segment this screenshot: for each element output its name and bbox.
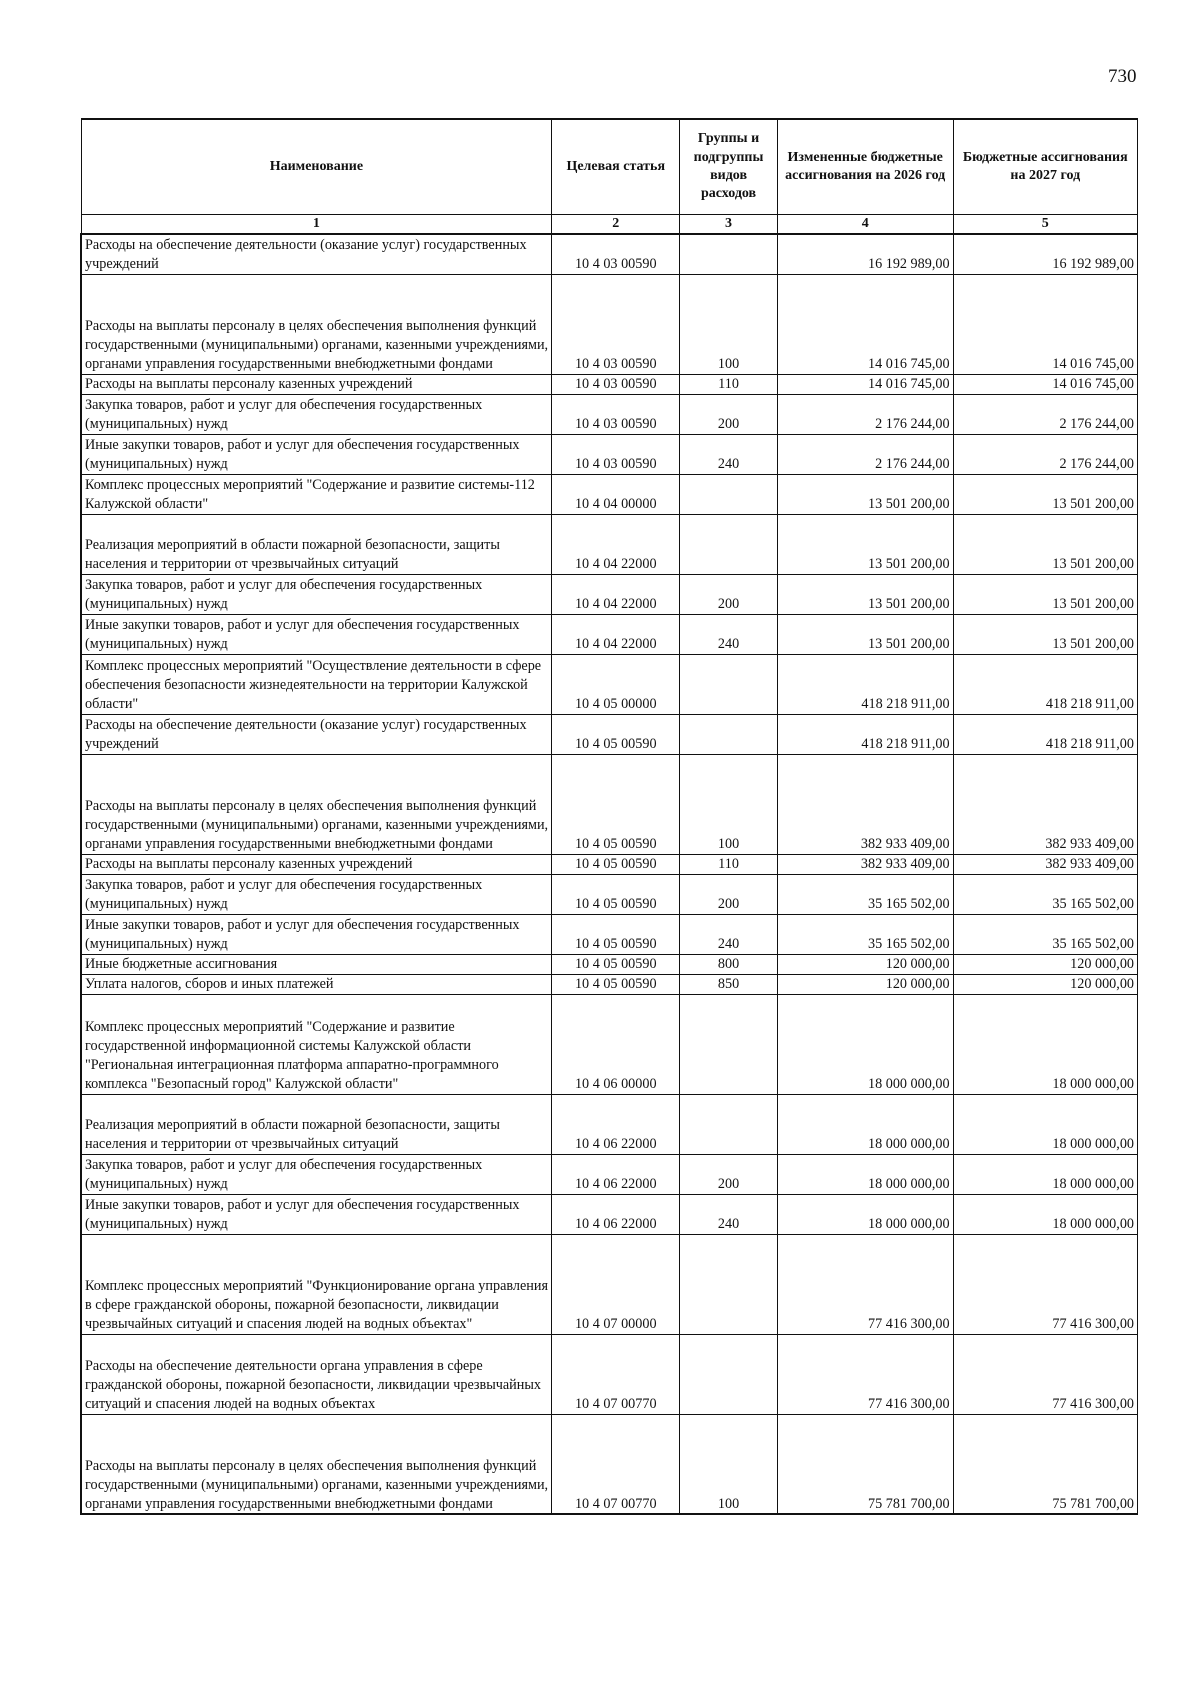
row-amount-2026: 35 165 502,00 xyxy=(777,874,953,914)
row-target-code: 10 4 07 00770 xyxy=(552,1414,680,1514)
row-amount-2026: 2 176 244,00 xyxy=(777,434,953,474)
row-amount-2026: 18 000 000,00 xyxy=(777,1154,953,1194)
table-row xyxy=(81,1154,1138,1194)
row-amount-2027: 14 016 745,00 xyxy=(953,274,1137,374)
header-changed-2026: Измененные бюджетные ассигнования на 2026 год xyxy=(777,119,953,215)
row-target-code: 10 4 03 00590 xyxy=(552,374,680,394)
row-amount-2027: 382 933 409,00 xyxy=(953,854,1137,874)
row-group-code: 850 xyxy=(680,974,778,994)
row-group-code: 200 xyxy=(680,1154,778,1194)
row-amount-2027: 13 501 200,00 xyxy=(953,514,1137,574)
row-amount-2027: 35 165 502,00 xyxy=(953,914,1137,954)
row-group-code: 110 xyxy=(680,854,778,874)
row-target-code: 10 4 06 22000 xyxy=(552,1094,680,1154)
table-row xyxy=(81,394,1138,434)
row-amount-2027: 418 218 911,00 xyxy=(953,654,1137,714)
row-amount-2027: 18 000 000,00 xyxy=(953,1094,1137,1154)
row-target-code: 10 4 04 22000 xyxy=(552,514,680,574)
row-name: Расходы на выплаты персоналу в целях обеспечения выполнения функций государственными (муниципальными) органами, казенными учреждениями, органами управления государственными внебюджетными фондами xyxy=(81,754,552,854)
row-group-code: 200 xyxy=(680,874,778,914)
row-amount-2026: 14 016 745,00 xyxy=(777,374,953,394)
row-group-code: 240 xyxy=(680,1194,778,1234)
row-group-code: 110 xyxy=(680,374,778,394)
row-name: Комплекс процессных мероприятий "Осуществление деятельности в сфере обеспечения безопасности жизнедеятельности на территории Калужской области" xyxy=(81,654,552,714)
row-amount-2026: 2 176 244,00 xyxy=(777,394,953,434)
row-name: Комплекс процессных мероприятий "Содержание и развитие государственной информационной системы Калужской области "Региональная интеграционная платформа аппаратно-программного комплекса "Безопасный город" Калужской области" xyxy=(81,994,552,1094)
header-name: Наименование xyxy=(81,119,552,215)
row-name: Расходы на выплаты персоналу в целях обеспечения выполнения функций государственными (муниципальными) органами, казенными учреждениями, органами управления государственными внебюджетными фондами xyxy=(81,274,552,374)
row-amount-2027: 35 165 502,00 xyxy=(953,874,1137,914)
row-amount-2027: 18 000 000,00 xyxy=(953,1194,1137,1234)
row-name: Уплата налогов, сборов и иных платежей xyxy=(81,974,552,994)
row-name: Иные бюджетные ассигнования xyxy=(81,954,552,974)
row-name: Расходы на обеспечение деятельности органа управления в сфере гражданской обороны, пожарной безопасности, ликвидации чрезвычайных ситуаций и спасения людей на водных объектах xyxy=(81,1334,552,1414)
table-row xyxy=(81,854,1138,874)
table-row xyxy=(81,274,1138,374)
table-row xyxy=(81,474,1138,514)
row-amount-2027: 120 000,00 xyxy=(953,954,1137,974)
column-number: 4 xyxy=(777,215,953,235)
table-row xyxy=(81,954,1138,974)
row-amount-2026: 13 501 200,00 xyxy=(777,614,953,654)
row-name: Расходы на выплаты персоналу в целях обеспечения выполнения функций государственными (муниципальными) органами, казенными учреждениями, органами управления государственными внебюджетными фондами xyxy=(81,1414,552,1514)
row-amount-2027: 13 501 200,00 xyxy=(953,614,1137,654)
row-amount-2027: 77 416 300,00 xyxy=(953,1234,1137,1334)
row-target-code: 10 4 04 22000 xyxy=(552,574,680,614)
row-name: Комплекс процессных мероприятий "Функционирование органа управления в сфере гражданской обороны, пожарной безопасности, ликвидации чрезвычайных ситуаций и спасения людей на водных объектах" xyxy=(81,1234,552,1334)
table-row xyxy=(81,714,1138,754)
row-amount-2026: 418 218 911,00 xyxy=(777,654,953,714)
row-target-code: 10 4 05 00590 xyxy=(552,914,680,954)
row-amount-2027: 14 016 745,00 xyxy=(953,374,1137,394)
row-target-code: 10 4 07 00770 xyxy=(552,1334,680,1414)
row-group-code: 240 xyxy=(680,914,778,954)
row-name: Закупка товаров, работ и услуг для обеспечения государственных (муниципальных) нужд xyxy=(81,1154,552,1194)
row-target-code: 10 4 05 00590 xyxy=(552,974,680,994)
row-name: Иные закупки товаров, работ и услуг для обеспечения государственных (муниципальных) нужд xyxy=(81,434,552,474)
column-number: 1 xyxy=(81,215,552,235)
table-header-row xyxy=(81,119,1138,215)
table-row xyxy=(81,754,1138,854)
row-amount-2027: 418 218 911,00 xyxy=(953,714,1137,754)
row-amount-2026: 418 218 911,00 xyxy=(777,714,953,754)
row-amount-2027: 75 781 700,00 xyxy=(953,1414,1137,1514)
row-amount-2027: 77 416 300,00 xyxy=(953,1334,1137,1414)
row-name: Иные закупки товаров, работ и услуг для обеспечения государственных (муниципальных) нужд xyxy=(81,914,552,954)
row-name: Иные закупки товаров, работ и услуг для обеспечения государственных (муниципальных) нужд xyxy=(81,1194,552,1234)
row-group-code: 800 xyxy=(680,954,778,974)
row-group-code xyxy=(680,994,778,1094)
row-amount-2027: 382 933 409,00 xyxy=(953,754,1137,854)
row-target-code: 10 4 05 00590 xyxy=(552,714,680,754)
row-name: Реализация мероприятий в области пожарной безопасности, защиты населения и территории от чрезвычайных ситуаций xyxy=(81,514,552,574)
row-amount-2026: 16 192 989,00 xyxy=(777,234,953,274)
header-target-article: Целевая статья xyxy=(552,119,680,215)
budget-table xyxy=(80,118,1138,1515)
row-target-code: 10 4 04 22000 xyxy=(552,614,680,654)
row-group-code: 240 xyxy=(680,614,778,654)
row-target-code: 10 4 03 00590 xyxy=(552,234,680,274)
row-amount-2027: 2 176 244,00 xyxy=(953,434,1137,474)
row-name: Иные закупки товаров, работ и услуг для обеспечения государственных (муниципальных) нужд xyxy=(81,614,552,654)
row-amount-2026: 18 000 000,00 xyxy=(777,994,953,1094)
table-row xyxy=(81,234,1138,274)
row-amount-2026: 382 933 409,00 xyxy=(777,854,953,874)
table-row xyxy=(81,514,1138,574)
row-amount-2026: 18 000 000,00 xyxy=(777,1094,953,1154)
row-group-code: 240 xyxy=(680,434,778,474)
row-amount-2026: 75 781 700,00 xyxy=(777,1414,953,1514)
row-target-code: 10 4 06 00000 xyxy=(552,994,680,1094)
row-group-code xyxy=(680,714,778,754)
row-amount-2027: 16 192 989,00 xyxy=(953,234,1137,274)
row-group-code xyxy=(680,654,778,714)
row-name: Расходы на обеспечение деятельности (оказание услуг) государственных учреждений xyxy=(81,234,552,274)
row-group-code: 100 xyxy=(680,274,778,374)
column-number: 2 xyxy=(552,215,680,235)
row-amount-2026: 120 000,00 xyxy=(777,954,953,974)
table-row xyxy=(81,374,1138,394)
row-target-code: 10 4 03 00590 xyxy=(552,434,680,474)
table-row xyxy=(81,434,1138,474)
row-name: Расходы на выплаты персоналу казенных учреждений xyxy=(81,854,552,874)
row-amount-2026: 77 416 300,00 xyxy=(777,1234,953,1334)
row-name: Расходы на выплаты персоналу казенных учреждений xyxy=(81,374,552,394)
row-name: Расходы на обеспечение деятельности (оказание услуг) государственных учреждений xyxy=(81,714,552,754)
row-group-code: 200 xyxy=(680,394,778,434)
row-target-code: 10 4 07 00000 xyxy=(552,1234,680,1334)
row-amount-2026: 382 933 409,00 xyxy=(777,754,953,854)
row-amount-2027: 2 176 244,00 xyxy=(953,394,1137,434)
row-amount-2026: 77 416 300,00 xyxy=(777,1334,953,1414)
row-amount-2026: 13 501 200,00 xyxy=(777,514,953,574)
row-target-code: 10 4 05 00590 xyxy=(552,754,680,854)
header-expense-group: Группы и подгруппы видов расходов xyxy=(680,119,778,215)
row-group-code: 200 xyxy=(680,574,778,614)
page-number: 730 xyxy=(1108,66,1137,87)
row-group-code xyxy=(680,1334,778,1414)
column-number: 3 xyxy=(680,215,778,235)
table-row xyxy=(81,1234,1138,1334)
row-name: Закупка товаров, работ и услуг для обеспечения государственных (муниципальных) нужд xyxy=(81,574,552,614)
table-row xyxy=(81,1194,1138,1234)
row-group-code xyxy=(680,234,778,274)
row-target-code: 10 4 05 00000 xyxy=(552,654,680,714)
row-target-code: 10 4 06 22000 xyxy=(552,1154,680,1194)
row-group-code xyxy=(680,474,778,514)
table-row xyxy=(81,654,1138,714)
row-target-code: 10 4 06 22000 xyxy=(552,1194,680,1234)
row-amount-2026: 120 000,00 xyxy=(777,974,953,994)
row-amount-2027: 13 501 200,00 xyxy=(953,574,1137,614)
row-amount-2027: 13 501 200,00 xyxy=(953,474,1137,514)
row-target-code: 10 4 03 00590 xyxy=(552,394,680,434)
column-number: 5 xyxy=(953,215,1137,235)
table-row xyxy=(81,914,1138,954)
row-amount-2026: 14 016 745,00 xyxy=(777,274,953,374)
table-row xyxy=(81,614,1138,654)
row-group-code: 100 xyxy=(680,1414,778,1514)
row-name: Реализация мероприятий в области пожарной безопасности, защиты населения и территории от чрезвычайных ситуаций xyxy=(81,1094,552,1154)
row-target-code: 10 4 05 00590 xyxy=(552,874,680,914)
row-group-code xyxy=(680,1094,778,1154)
row-amount-2026: 13 501 200,00 xyxy=(777,574,953,614)
column-number-row xyxy=(81,215,1138,235)
header-budget-2027: Бюджетные ассигнования на 2027 год xyxy=(953,119,1137,215)
row-target-code: 10 4 03 00590 xyxy=(552,274,680,374)
row-amount-2026: 18 000 000,00 xyxy=(777,1194,953,1234)
table-row xyxy=(81,874,1138,914)
table-row xyxy=(81,1334,1138,1414)
row-target-code: 10 4 05 00590 xyxy=(552,954,680,974)
row-group-code: 100 xyxy=(680,754,778,854)
row-name: Закупка товаров, работ и услуг для обеспечения государственных (муниципальных) нужд xyxy=(81,874,552,914)
row-amount-2026: 13 501 200,00 xyxy=(777,474,953,514)
row-amount-2026: 35 165 502,00 xyxy=(777,914,953,954)
row-name: Закупка товаров, работ и услуг для обеспечения государственных (муниципальных) нужд xyxy=(81,394,552,434)
row-name: Комплекс процессных мероприятий "Содержание и развитие системы-112 Калужской области" xyxy=(81,474,552,514)
table-row xyxy=(81,1414,1138,1514)
table-row xyxy=(81,974,1138,994)
row-group-code xyxy=(680,514,778,574)
table-row xyxy=(81,574,1138,614)
table-row xyxy=(81,1094,1138,1154)
table-row xyxy=(81,994,1138,1094)
row-group-code xyxy=(680,1234,778,1334)
row-target-code: 10 4 05 00590 xyxy=(552,854,680,874)
row-amount-2027: 18 000 000,00 xyxy=(953,1154,1137,1194)
row-amount-2027: 120 000,00 xyxy=(953,974,1137,994)
row-amount-2027: 18 000 000,00 xyxy=(953,994,1137,1094)
row-target-code: 10 4 04 00000 xyxy=(552,474,680,514)
